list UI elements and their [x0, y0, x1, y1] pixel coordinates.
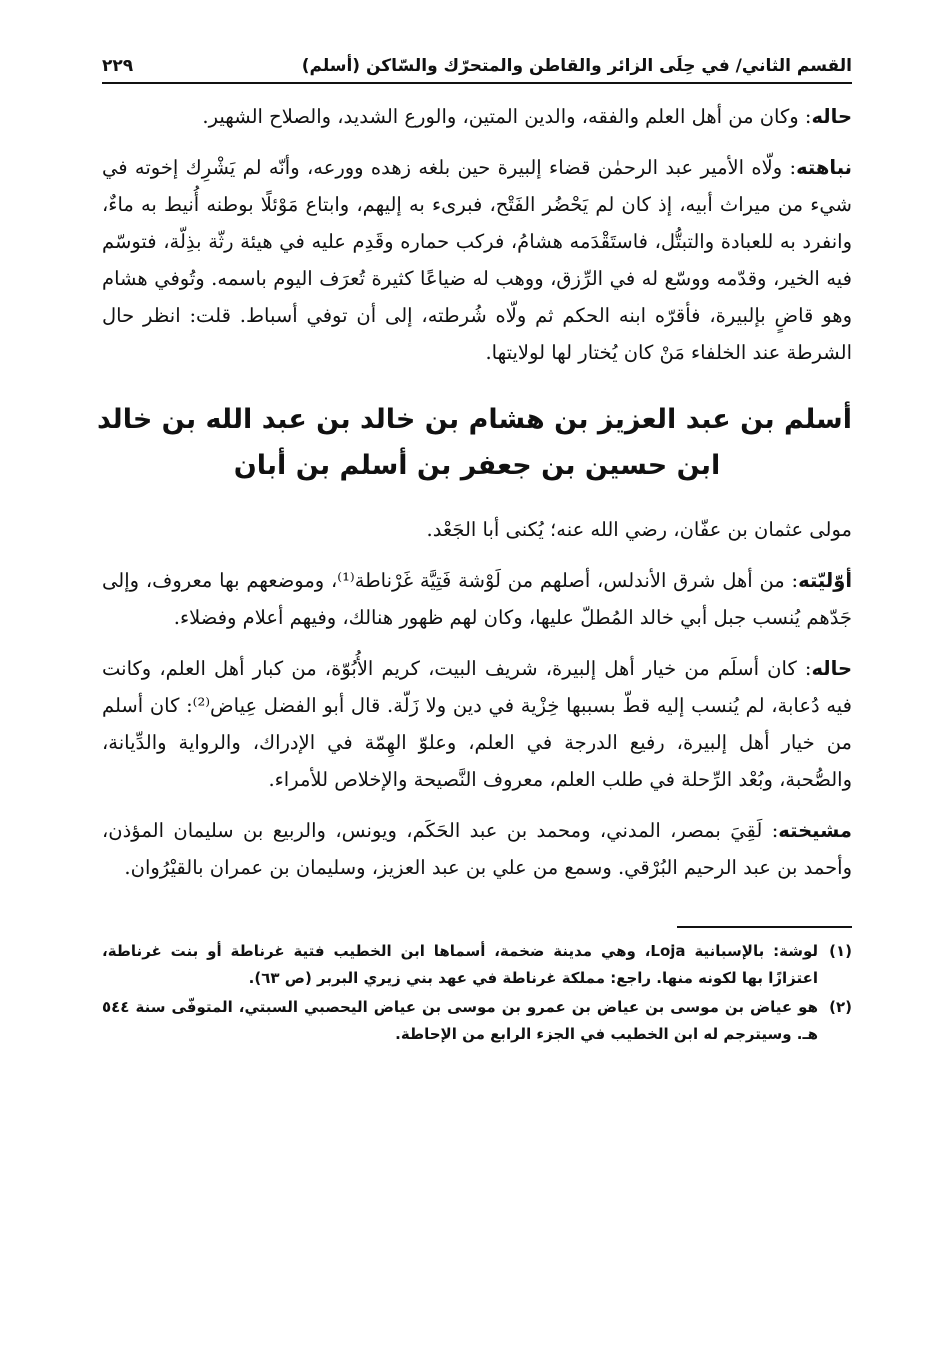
footnote-divider: [677, 926, 852, 928]
footnotes: [102, 938, 852, 1048]
page-number: ٢٢٩: [102, 56, 134, 76]
paragraph-awwaliyyatuh: [102, 562, 852, 636]
paragraph-term: مشيخته: [778, 819, 852, 842]
paragraph-term: نباهته: [796, 156, 852, 179]
book-page: [96, 56, 853, 1050]
paragraph-text: : من أهل شرق الأندلس، أصلهم من لَوْشة فَتِيَّة غَرْناطة⁽¹⁾، وموضعهم بها معروف، وإلى جَدّهم يُنسب جبل أبي خالد المُطلّ عليها، وكان لهم ظهور هنالك، وفيهم أعلام وفضلاء.: [102, 569, 852, 629]
footnote-number: (٢): [829, 998, 852, 1016]
paragraph-term: حاله: [811, 657, 852, 680]
paragraph-text: : لَقِيَ بمصر، المدني، ومحمد بن عبد الحَكَم، ويونس، والربيع بن سليمان المؤذن، وأحمد بن عبد الرحيم البُرْقي. وسمع من علي بن عبد العزيز، وسليمان بن عمران بالقيْرُوان.: [102, 819, 852, 879]
paragraph-text: : ولّاه الأمير عبد الرحمٰن قضاء إلبيرة حين بلغه زهده وورعه، وأنّه لم يَشْرِك إخوته في شيء من ميراث أبيه، إذ كان لم يَحْضُر الفَتْح، فبرىء به إليهم، وابتاع مَوْئلًا بوطنه أُنيط به ماءٌ، وانفرد به للعبادة والتبتُّل، فاستَقْدَمه هشامُ، فركب حماره وقَدِم عليه في هيئة رثّة بذِلّة، فتوسّم فيه الخير، وقدّمه ووسّع له في الرِّزق، ووهب له ضياعًا كثيرة تُعرَف اليوم باسمه. وتُوفي هشام وهو قاضٍ بإلبيرة، فأقرّه ابنه الحكم ثم ولّاه شُرطته، إلى أن توفي أسباط. قلت: انظر حال الشرطة عند الخلفاء مَنْ كان يُختار لها لولايتها.: [102, 156, 852, 364]
footnote-text: لوشة: بالإسبانية Loja، وهي مدينة ضخمة، أسماها ابن الخطيب فتية غرناطة أو بنت غرناطة، اعتزازًا بها لكونه منها. راجع: مملكة غرناطة في عهد بني زيري البربر (ص ٦٣).: [102, 942, 818, 987]
entry-heading-line2: ابن حسين بن جعفر بن أسلم بن أبان: [233, 450, 721, 481]
running-header: [102, 56, 852, 84]
paragraph-mashyakhatuh: [102, 812, 852, 886]
entry-intro: مولى عثمان بن عفّان، رضي الله عنه؛ يُكنى أبا الجَعْد.: [426, 518, 852, 541]
footnote-number: (١): [829, 942, 852, 960]
paragraph-term: حاله: [811, 105, 852, 128]
footnote-text: هو عياض بن موسى بن عياض بن عمرو بن موسى بن عياض اليحصبي السبتي، المتوفّى سنة ٥٤٤ هـ. وسيترجم له ابن الخطيب في الجزء الرابع من الإحاطة.: [102, 998, 818, 1043]
main-text: [96, 98, 853, 1048]
footnote: [102, 938, 852, 992]
paragraph-nabahatuh: [102, 149, 852, 371]
paragraph-text: : كان أسلَم من خيار أهل إلبيرة، شريف البيت، كريم الأُبُوّة، من كبار أهل العلم، وكانت فيه دُعابة، لم يُنسب إليه قطّ بسببها خِزْية في دين ولا زَلّة. قال أبو الفضل عِياض⁽²⁾: كان أسلم من خيار أهل إلبيرة، رفيع الدرجة في العلم، وعلوّ الهِمّة في الإدراك، والرواية والدِّيانة، والصُّحبة، وبُعْد الرِّحلة في طلب العلم، معروف النَّصيحة والإخلاص للأمراء.: [102, 657, 853, 791]
paragraph-term: أوّليّته: [798, 569, 852, 592]
entry-heading: [96, 397, 852, 489]
entry-heading-line1: أسلم بن عبد العزيز بن هشام بن خالد بن عبد الله بن خالد: [96, 404, 852, 435]
paragraph-haluh-2: [102, 650, 852, 798]
header-title: القسم الثاني/ في حِلَى الزائر والقاطن والمتحرّك والسّاكن (أسلم): [301, 56, 852, 76]
footnote: [102, 994, 852, 1048]
paragraph-haluh: [102, 98, 852, 135]
paragraph-text: : وكان من أهل العلم والفقه، والدين المتين، والورع الشديد، والصلاح الشهير.: [202, 105, 812, 128]
